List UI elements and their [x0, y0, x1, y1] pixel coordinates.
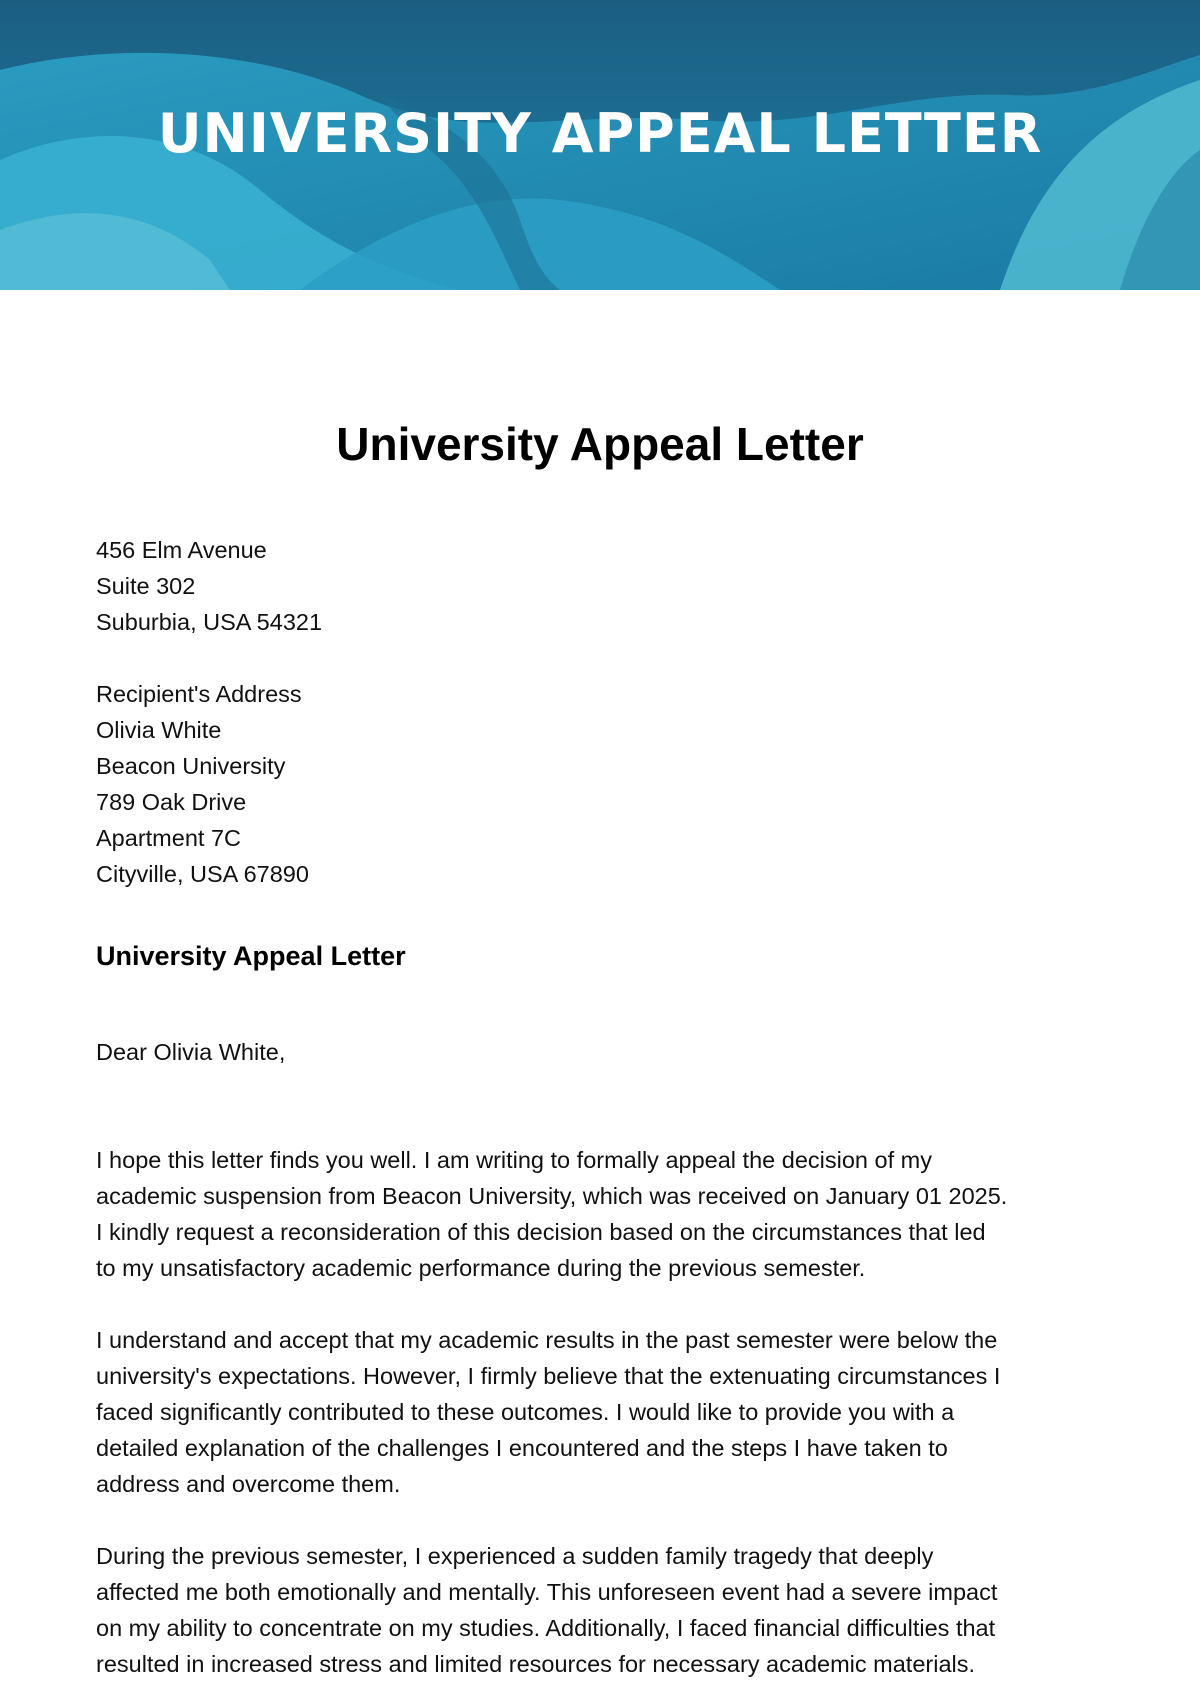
recipient-address-line: 789 Oak Drive — [96, 789, 247, 815]
paragraph-line: affected me both emotionally and mentally. This unforeseen event had a severe impact — [96, 1579, 998, 1605]
paragraph-1 — [96, 1142, 1106, 1286]
paragraph-line: I hope this letter finds you well. I am writing to formally appeal the decision of my — [96, 1147, 932, 1173]
paragraph-line: to my unsatisfactory academic performance during the previous semester. — [96, 1255, 866, 1281]
recipient-address-line: Cityville, USA 67890 — [96, 861, 309, 887]
recipient-address-line: Olivia White — [96, 717, 222, 743]
sender-address-line: 456 Elm Avenue — [96, 537, 267, 563]
paragraph-line: I understand and accept that my academic results in the past semester were below the — [96, 1327, 998, 1353]
paragraph-line: detailed explanation of the challenges I encountered and the steps I have taken to — [96, 1435, 948, 1461]
paragraph-line: During the previous semester, I experienced a sudden family tragedy that deeply — [96, 1543, 934, 1569]
sender-address — [96, 532, 1106, 640]
paragraph-2 — [96, 1322, 1106, 1502]
paragraph-line: faced significantly contributed to these outcomes. I would like to provide you with a — [96, 1399, 955, 1425]
document-title: University Appeal Letter — [336, 418, 864, 470]
header-banner — [0, 0, 1200, 290]
paragraph-line: I kindly request a reconsideration of this decision based on the circumstances that led — [96, 1219, 986, 1245]
sender-address-line: Suite 302 — [96, 573, 196, 599]
letter-body — [96, 532, 1106, 1682]
recipient-address — [96, 676, 1106, 892]
recipient-address-line: Apartment 7C — [96, 825, 241, 851]
sender-address-line: Suburbia, USA 54321 — [96, 609, 323, 635]
paragraph-line: university's expectations. However, I firmly believe that the extenuating circumstances I — [96, 1363, 1001, 1389]
paragraph-line: address and overcome them. — [96, 1471, 401, 1497]
paragraph-line: resulted in increased stress and limited resources for necessary academic materials. — [96, 1651, 976, 1677]
paragraph-line: on my ability to concentrate on my studies. Additionally, I faced financial difficulties that — [96, 1615, 996, 1641]
banner-title: UNIVERSITY APPEAL LETTER — [157, 102, 1043, 165]
recipient-address-line: Beacon University — [96, 753, 286, 779]
letter-subject: University Appeal Letter — [96, 941, 406, 971]
paragraph-3 — [96, 1538, 1106, 1682]
letter-greeting: Dear Olivia White, — [96, 1039, 286, 1065]
paragraph-line: academic suspension from Beacon University, which was received on January 01 2025. — [96, 1183, 1008, 1209]
recipient-address-line: Recipient's Address — [96, 681, 302, 707]
